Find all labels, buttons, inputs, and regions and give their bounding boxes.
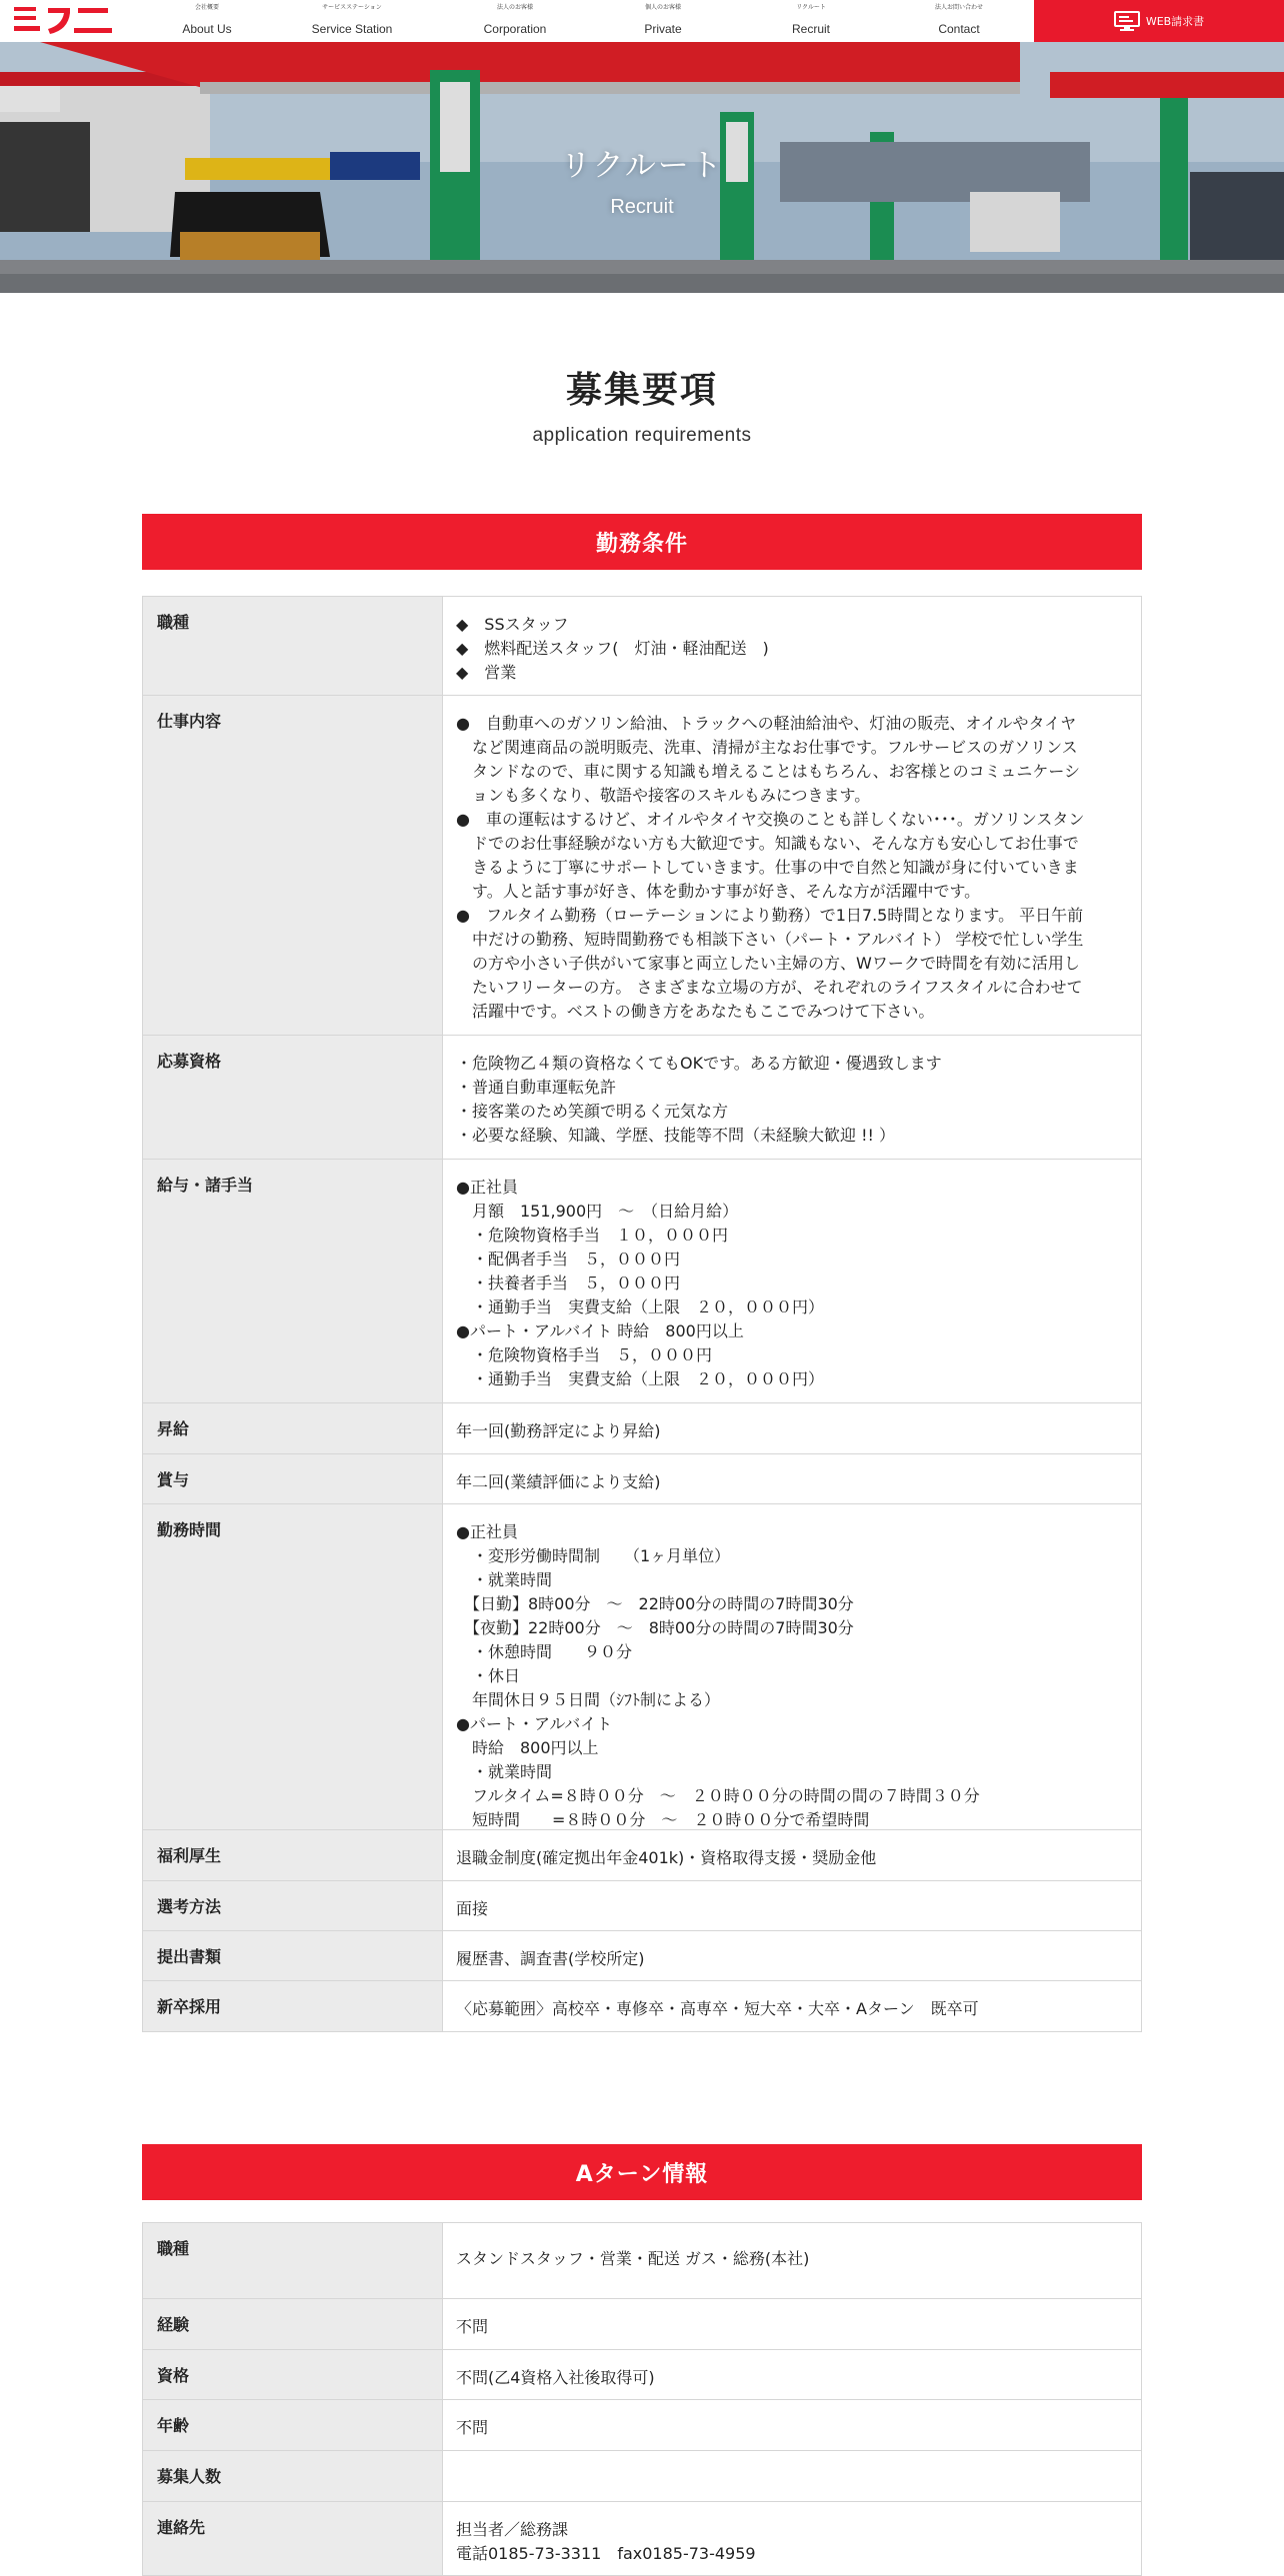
row-value: ・危険物乙４類の資格なくてもOKです。ある方歓迎・優遇致します ・普通自動車運転免許 ・接客業のため笑顔で明るく元気な方 ・必要な経験、知識、学歴、技能等不問（未経験大歓迎 !! ） (456, 1054, 942, 1145)
nav-service-station-label: Service Station (311, 22, 393, 36)
mikuni-logo[interactable] (12, 4, 116, 38)
row-label: 給与・諸手当 (143, 1160, 443, 1402)
nav-contact[interactable] (884, 0, 1034, 42)
row-label: 賞与 (143, 1454, 443, 1503)
row-label: 年齢 (143, 2400, 443, 2450)
table-row (143, 597, 1141, 696)
row-label: 新卒採用 (143, 1981, 443, 2031)
row-label: 昇給 (143, 1403, 443, 1453)
invoice-monitor-icon (1114, 11, 1140, 31)
hero-banner (0, 42, 1284, 293)
row-value: ● 自動車へのガソリン給油、トラックへの軽油給油や、灯油の販売、オイルやタイヤ など関連商品の説明販売、洗車、清掃が主なお仕事です。フルサービスのガソリンス タンドなので、車に関する知識も増えることはもちろん、お客様とのコミュニケーシ ョンも多くなり、敬語や接客のスキルもみにつきます。 ● 車の運転はするけど、オイルやタイヤ交換のことも詳しくない･･･。ガソリンスタン ドでのお仕事経験がない方も大歓迎です。知識もない、そんな方も安心してお仕事で きるように丁寧にサポートしていきます。仕事の中で自然と知識が身に付いていきま す。人と話す事が好き、体を動かす事が好き、そんな方が活躍中です。 ● フルタイム勤務（ローテーションにより勤務）で1日7.5時間となります。 平日午前 中だけの勤務、短時間勤務でも相談下さい（パート・アルバイト） 学校で忙しい学生 の方や小さい子供がいて家事と両立したい主婦の方、Wワークで時間を有効に活用し たいフリーターの方。 さまざまな立場の方が、それぞれのライフスタイルに合わせて 活躍中です。ベストの働き方をあなたもここでみつけて下さい。 (456, 714, 1085, 1021)
row-label: 職種 (143, 2223, 443, 2298)
row-label: 勤務時間 (143, 1504, 443, 1829)
nav-recruit-label: Recruit (791, 22, 830, 36)
row-value: 不問 (456, 2317, 489, 2336)
row-value: 退職金制度(確定拠出年金401k)・資格取得支援・奨励金他 (456, 1848, 877, 1867)
nav-about-label: About Us (182, 22, 232, 36)
row-label: 応募資格 (143, 1036, 443, 1159)
table-row (143, 2223, 1141, 2299)
nav-private-jp: 個人のお客様 (644, 4, 681, 11)
table-row (143, 1403, 1141, 1454)
main-nav (132, 0, 1032, 42)
web-invoice-button[interactable] (1034, 0, 1284, 42)
page-title: 募集要項 (565, 370, 718, 411)
nav-recruit-jp: リクルート (796, 4, 826, 11)
row-value: ●正社員 ・変形労働時間制 （1ヶ月単位） ・就業時間 【日勤】8時00分 ～ 22時00分の時間の7時間30分 【夜勤】22時00分 ～ 8時00分の時間の7時間30分 ・休憩時間 ９０分 ・休日 年間休日９５日間（ｼﾌﾄ制による） ●パート・アルバイト 時給 800円以上 ・就業時間 フルタイム=８時００分 ～ ２０時００分の時間の間の７時間３０分 短時間 =８時００分 ～ ２０時００分で希望時間 (456, 1522, 980, 1829)
table-row (143, 2299, 1141, 2350)
row-label: 提出書類 (143, 1931, 443, 1980)
table-row (143, 2502, 1141, 2576)
row-value: 不問(乙4資格入社後取得可) (456, 2368, 655, 2387)
table-row (143, 1454, 1141, 1504)
section-title-conditions: 勤務条件 (142, 514, 1142, 570)
nav-corporation-jp: 法人のお客様 (496, 4, 533, 11)
table-row (143, 1036, 1141, 1160)
row-label: 選考方法 (143, 1881, 443, 1930)
conditions-table (142, 596, 1142, 2032)
nav-private-label: Private (644, 22, 682, 36)
nav-service-station[interactable] (277, 0, 427, 42)
row-label: 職種 (143, 597, 443, 695)
row-value: 年一回(勤務評定により昇給) (456, 1421, 661, 1440)
table-row (143, 1881, 1141, 1931)
table-row (143, 2400, 1141, 2451)
row-value: 〈応募範囲〉高校卒・専修卒・高専卒・短大卒・大卒・Aターン 既卒可 (456, 1999, 979, 2018)
row-value: ◆ SSスタッフ ◆ 燃料配送スタッフ( 灯油・軽油配送 ) ◆ 営業 (456, 615, 769, 682)
web-invoice-label: WEB請求書 (1145, 15, 1205, 28)
table-row (143, 1981, 1141, 2032)
nav-about-jp: 会社概要 (194, 4, 219, 11)
nav-service-station-jp: サービスステーション (322, 4, 382, 11)
row-label: 連絡先 (143, 2502, 443, 2575)
row-value: スタンドスタッフ・営業・配送 ガス・総務(本社) (456, 2249, 810, 2268)
table-row (143, 1504, 1141, 1830)
row-label: 募集人数 (143, 2451, 443, 2501)
nav-recruit[interactable] (736, 0, 886, 42)
hero-subtitle: Recruit (610, 196, 674, 218)
row-value: 不問 (456, 2418, 489, 2437)
row-label: 福利厚生 (143, 1830, 443, 1880)
table-row (143, 2350, 1141, 2400)
row-value: ●正社員 月額 151,900円 ～ （日給月給） ・危険物資格手当 １０，０００円 ・配偶者手当 ５，０００円 ・扶養者手当 ５，０００円 ・通勤手当 実費支給（上限 ２０，０００円） ●パート・アルバイト 時給 800円以上 ・危険物資格手当 ５，０００円 ・通勤手当 実費支給（上限 ２０，０００円） (456, 1178, 825, 1388)
row-value: 履歴書、調査書(学校所定) (456, 1949, 645, 1968)
hero-title: リクルート (560, 148, 724, 184)
row-label: 資格 (143, 2350, 443, 2399)
nav-about[interactable] (132, 0, 282, 42)
table-row (143, 1931, 1141, 1981)
site-header (0, 0, 1284, 42)
table-row (143, 696, 1141, 1036)
nav-corporation-label: Corporation (483, 22, 547, 36)
row-value (443, 2451, 1143, 2501)
row-label: 仕事内容 (143, 696, 443, 1035)
nav-contact-jp: 法人お問い合わせ (934, 4, 983, 11)
row-value: 年二回(業績評価により支給) (456, 1472, 661, 1491)
nav-corporation[interactable] (440, 0, 590, 42)
section-title-aturn: Aターン情報 (142, 2144, 1142, 2200)
table-row (143, 1160, 1141, 1403)
table-row (143, 1830, 1141, 1881)
aturn-table (142, 2222, 1142, 2576)
page-title-en: application requirements (532, 425, 752, 446)
row-value: 面接 (456, 1899, 489, 1918)
nav-contact-label: Contact (938, 22, 980, 36)
row-value: 担当者／総務課 電話0185-73-3311 fax0185-73-4959 (456, 2520, 756, 2563)
table-row (143, 2451, 1141, 2502)
nav-private[interactable] (588, 0, 738, 42)
row-label: 経験 (143, 2299, 443, 2349)
